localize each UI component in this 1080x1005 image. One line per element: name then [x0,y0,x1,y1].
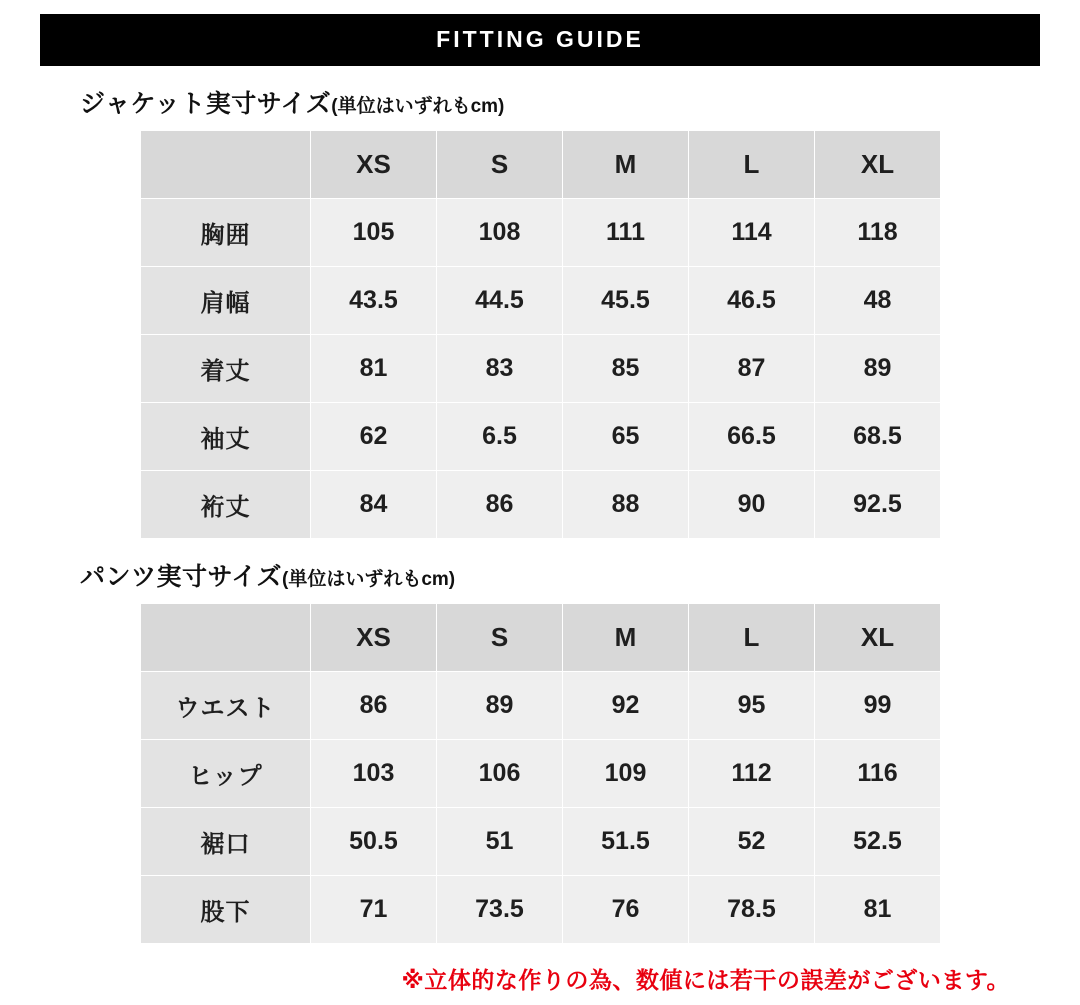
jacket-cell-3-3: 66.5 [689,403,815,471]
measurement-tolerance-note: ※立体的な作りの為、数値には若干の誤差がございます。 [401,967,1010,993]
jacket-header-corner [141,131,311,199]
jacket-cell-3-0: 62 [311,403,437,471]
jacket-cell-2-4: 89 [815,335,941,403]
table-row [141,267,941,335]
table-row [141,471,941,539]
jacket-title-text: ジャケット実寸サイズ [80,90,332,118]
jacket-cell-2-3: 87 [689,335,815,403]
pants-cell-0-4: 99 [815,672,941,740]
jacket-size-table [140,130,941,539]
table-row [141,335,941,403]
jacket-cell-1-3: 46.5 [689,267,815,335]
pants-cell-1-0: 103 [311,740,437,808]
pants-row-label-0: ウエスト [141,672,311,740]
jacket-header-m: M [563,131,689,199]
pants-cell-3-0: 71 [311,876,437,944]
fitting-guide-banner: FITTING GUIDE [40,14,1040,66]
pants-cell-2-2: 51.5 [563,808,689,876]
jacket-header-l: L [689,131,815,199]
jacket-cell-0-4: 118 [815,199,941,267]
pants-header-xl: XL [815,604,941,672]
pants-header-s: S [437,604,563,672]
jacket-header-xs: XS [311,131,437,199]
jacket-cell-0-2: 111 [563,199,689,267]
jacket-cell-0-0: 105 [311,199,437,267]
pants-cell-1-2: 109 [563,740,689,808]
pants-row-label-3: 股下 [141,876,311,944]
pants-header-corner [141,604,311,672]
jacket-unit-text: (単位はいずれもcm) [331,96,505,117]
pants-title-text: パンツ実寸サイズ [80,563,283,591]
pants-row-label-2: 裾口 [141,808,311,876]
jacket-cell-3-2: 65 [563,403,689,471]
table-row [141,403,941,471]
pants-section-title [80,557,1080,593]
jacket-cell-2-0: 81 [311,335,437,403]
jacket-row-label-4: 裄丈 [141,471,311,539]
jacket-row-label-2: 着丈 [141,335,311,403]
pants-unit-text: (単位はいずれもcm) [282,569,456,590]
jacket-row-label-0: 胸囲 [141,199,311,267]
table-row [141,199,941,267]
table-row [141,876,941,944]
pants-size-table [140,603,941,944]
table-header-row [141,131,941,199]
jacket-cell-4-0: 84 [311,471,437,539]
table-row [141,740,941,808]
pants-cell-0-2: 92 [563,672,689,740]
jacket-cell-0-1: 108 [437,199,563,267]
fitting-guide-page [0,14,1080,1005]
jacket-cell-1-2: 45.5 [563,267,689,335]
jacket-cell-4-2: 88 [563,471,689,539]
jacket-cell-2-1: 83 [437,335,563,403]
pants-cell-3-1: 73.5 [437,876,563,944]
pants-cell-1-4: 116 [815,740,941,808]
jacket-cell-2-2: 85 [563,335,689,403]
jacket-header-xl: XL [815,131,941,199]
pants-header-l: L [689,604,815,672]
table-row [141,808,941,876]
jacket-row-label-1: 肩幅 [141,267,311,335]
jacket-cell-4-1: 86 [437,471,563,539]
jacket-cell-3-4: 68.5 [815,403,941,471]
pants-cell-3-4: 81 [815,876,941,944]
pants-header-m: M [563,604,689,672]
pants-cell-1-3: 112 [689,740,815,808]
pants-cell-0-1: 89 [437,672,563,740]
jacket-cell-1-1: 44.5 [437,267,563,335]
pants-cell-1-1: 106 [437,740,563,808]
pants-cell-2-3: 52 [689,808,815,876]
jacket-row-label-3: 袖丈 [141,403,311,471]
jacket-cell-3-1: 6.5 [437,403,563,471]
pants-row-label-1: ヒップ [141,740,311,808]
jacket-cell-4-4: 92.5 [815,471,941,539]
jacket-cell-4-3: 90 [689,471,815,539]
jacket-header-s: S [437,131,563,199]
jacket-section-title [80,84,1080,120]
pants-cell-0-0: 86 [311,672,437,740]
jacket-cell-1-0: 43.5 [311,267,437,335]
pants-cell-2-4: 52.5 [815,808,941,876]
pants-cell-0-3: 95 [689,672,815,740]
pants-cell-3-3: 78.5 [689,876,815,944]
pants-cell-2-0: 50.5 [311,808,437,876]
table-header-row [141,604,941,672]
table-row [141,672,941,740]
jacket-cell-1-4: 48 [815,267,941,335]
pants-cell-3-2: 76 [563,876,689,944]
pants-cell-2-1: 51 [437,808,563,876]
jacket-cell-0-3: 114 [689,199,815,267]
pants-header-xs: XS [311,604,437,672]
